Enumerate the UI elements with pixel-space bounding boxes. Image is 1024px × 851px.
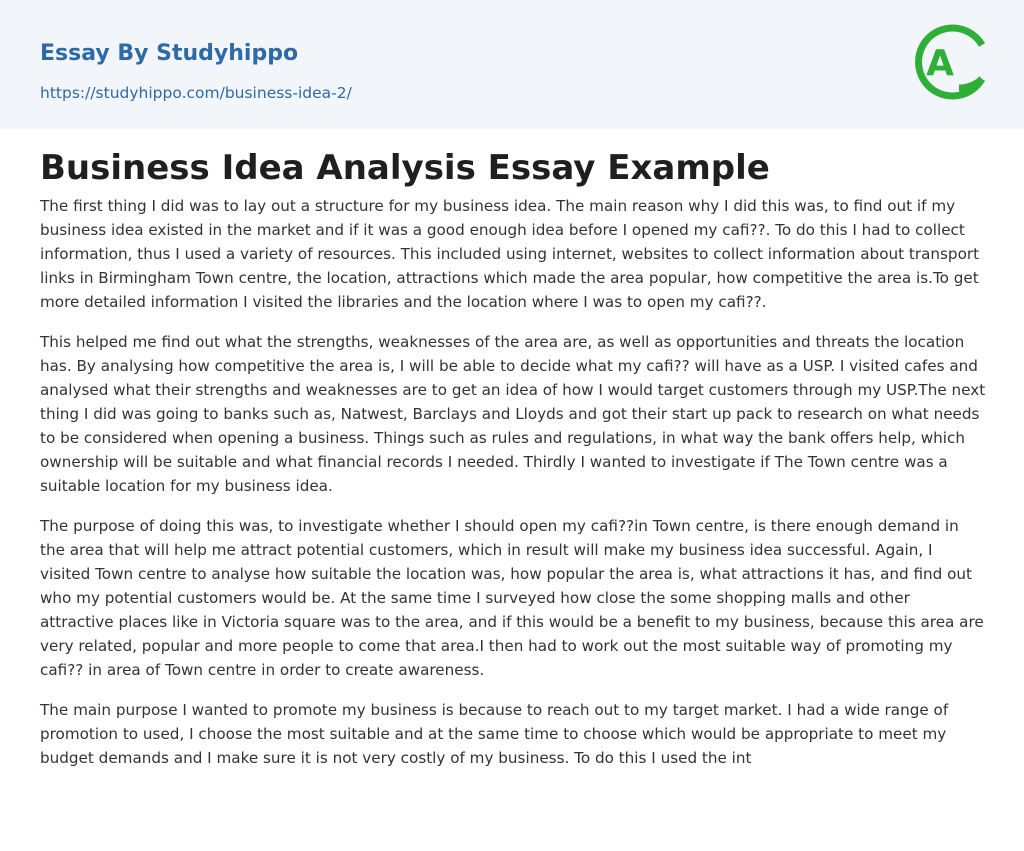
essay-paragraph-1: The first thing I did was to lay out a structure for my business idea. The main reason why I did this was, to find out if my business idea existed in the market and if it was a good enough idea before I opened my cafi??. To do this I had to collect information, thus I used a variety of resources. This included using internet, websites to collect information about transport links in Birmingham Town centre, the location, attractions which made the area popular, how competitive the area is.To get more detailed information I visited the libraries and the location where I was to open my cafi??.: [40, 197, 980, 311]
page-header: [0, 0, 1024, 129]
studyhippo-logo-icon[interactable]: [912, 19, 986, 105]
site-brand[interactable]: Essay By Studyhippo: [40, 41, 299, 66]
page-title: Business Idea Analysis Essay Example: [40, 148, 770, 188]
logo-letter: A: [926, 43, 954, 84]
essay-paragraph-4: The main purpose I wanted to promote my business is because to reach out to my target market. I had a wide range of promotion to used, I choose the most suitable and at the same time to choose which would be appropriate to meet my budget demands and I make sure it is not very costly of my business. To do this I used the int: [40, 701, 949, 767]
source-url-link[interactable]: https://studyhippo.com/business-idea-2/: [40, 84, 352, 102]
essay-body: [40, 194, 986, 786]
essay-paragraph-3: The purpose of doing this was, to investigate whether I should open my cafi??in Town centre, is there enough demand in the area that will help me attract potential customers, which in result will make my business idea successful. Again, I visited Town centre to analyse how suitable the location was, how popular the area is, what attractions it has, and find out who my potential customers would be. At the same time I surveyed how close the some shopping malls and other attractive places like in Victoria square was to the area, and if this would be a benefit to my business, because this area are very related, popular and more people to come that area.I then had to work out the most suitable way of promoting my cafi?? in area of Town centre in order to create awareness.: [40, 517, 984, 679]
essay-paragraph-2: This helped me find out what the strengths, weaknesses of the area are, as well as opportunities and threats the location has. By analysing how competitive the area is, I will be able to decide what my cafi?? will have as a USP. I visited cafes and analysed what their strengths and weaknesses are to get an idea of how I would target customers through my USP.The next thing I did was going to banks such as, Natwest, Barclays and Lloyds and got their start up pack to research on what needs to be considered when opening a business. Things such as rules and regulations, in what way the bank offers help, which ownership will be suitable and what financial records I needed. Thirdly I wanted to investigate if The Town centre was a suitable location for my business idea.: [40, 333, 986, 495]
